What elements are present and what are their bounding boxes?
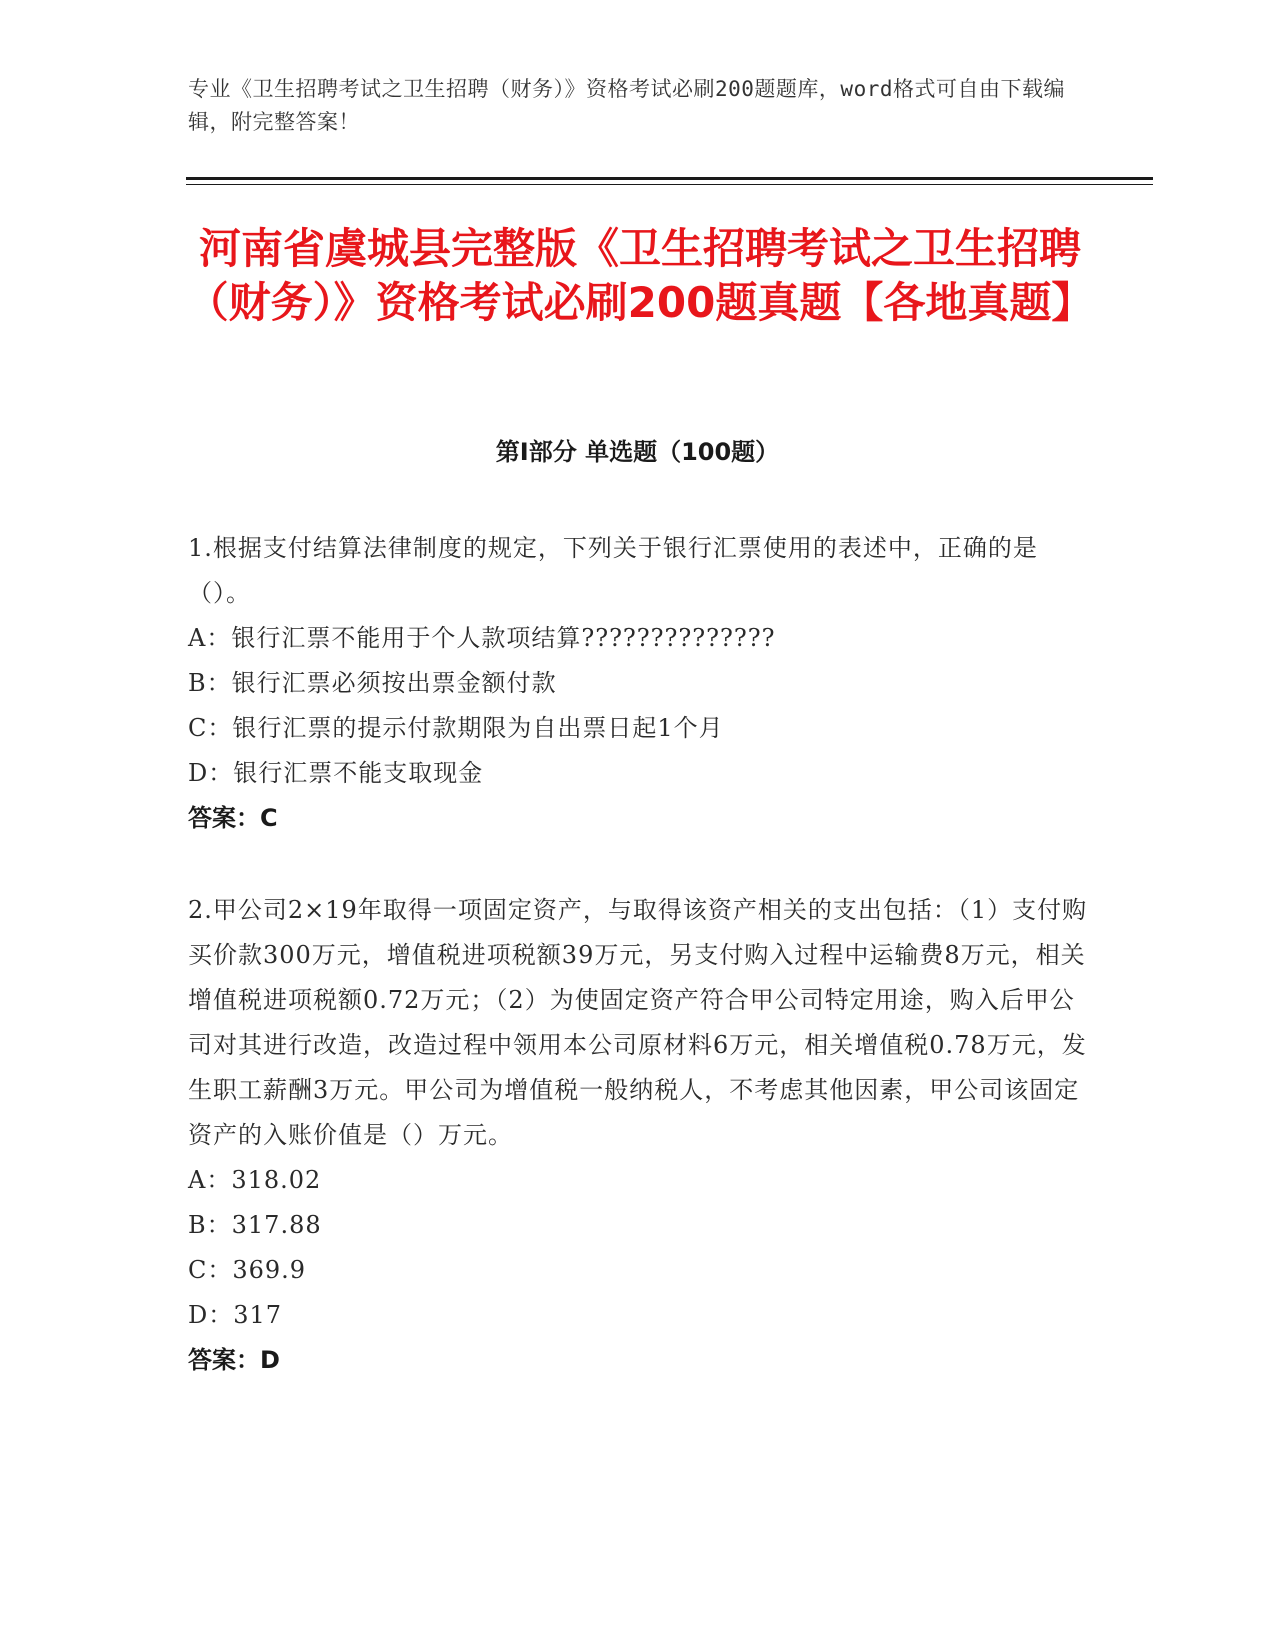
answer: 答案：D	[188, 1346, 280, 1374]
option-d: D：银行汇票不能支取现金	[188, 759, 484, 787]
document-title: 河南省虞城县完整版《卫生招聘考试之卫生招聘（财务）》资格考试必刷200题真题【各地真题】	[186, 224, 1094, 327]
question-stem: 1.根据支付结算法律制度的规定，下列关于银行汇票使用的表述中，正确的是（）。	[188, 534, 1038, 607]
option-c: C：银行汇票的提示付款期限为自出票日起1个月	[188, 714, 724, 742]
option-c: C：369.9	[188, 1256, 307, 1284]
question-stem: 2.甲公司2×19年取得一项固定资产，与取得该资产相关的支出包括：（1）支付购买价款300万元，增值税进项税额39万元，另支付购入过程中运输费8万元，相关增值税进项税额0.72万元；（2）为使固定资产符合甲公司特定用途，购入后甲公司对其进行改造，改造过程中领用本公司原材料6万元，相关增值税0.78万元，发生职工薪酬3万元。甲公司为增值税一般纳税人，不考虑其他因素，甲公司该固定资产的入账价值是（）万元。	[188, 896, 1088, 1149]
option-b: B：银行汇票必须按出票金额付款	[188, 669, 557, 697]
question-1	[188, 526, 1088, 841]
section-title: 第I部分 单选题（100题）	[495, 438, 780, 466]
option-a: A：318.02	[188, 1166, 322, 1194]
answer: 答案：C	[188, 804, 278, 832]
option-a: A：银行汇票不能用于个人款项结算??????????????	[188, 624, 776, 652]
header-divider-thick	[186, 177, 1153, 180]
header-divider-thin	[186, 184, 1153, 185]
question-2	[188, 888, 1088, 1383]
option-d: D：317	[188, 1301, 283, 1329]
option-b: B：317.88	[188, 1211, 322, 1239]
header-note: 专业《卫生招聘考试之卫生招聘（财务）》资格考试必刷200题题库，word格式可自由下载编辑，附完整答案！	[188, 77, 1065, 134]
